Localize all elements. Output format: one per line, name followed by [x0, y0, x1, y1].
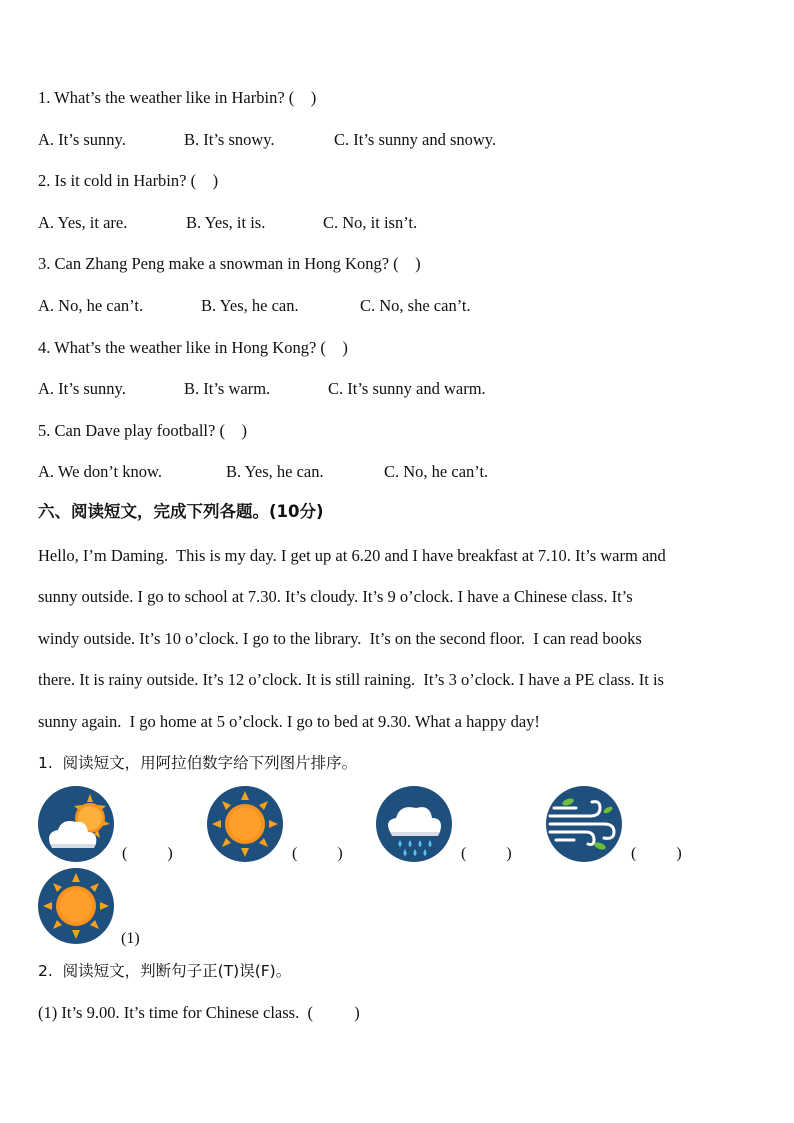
q1-option-c: C. It’s sunny and snowy. [334, 130, 497, 149]
question-5: 5. Can Dave play football? ( ) [38, 421, 247, 440]
question-2: 2. Is it cold in Harbin? ( ) [38, 171, 219, 190]
sun-cloud-icon [38, 786, 114, 862]
q4-option-b: B. It’s warm. [184, 379, 271, 398]
q4-option-a: A. It’s sunny. [38, 379, 126, 398]
picture-4-answer[interactable]: ( ) [631, 845, 682, 862]
q3-option-a: A. No, he can’t. [38, 296, 144, 315]
task-2-instruction: 2. 阅读短文，判断句子正(T)误(F)。 [38, 962, 292, 980]
task-2-item-1: (1) It’s 9.00. It’s time for Chinese class. ( ) [38, 1003, 360, 1022]
question-3: 3. Can Zhang Peng make a snowman in Hong Kong? ( ) [38, 254, 421, 273]
picture-1-answer[interactable]: ( ) [122, 845, 173, 862]
question-1: 1. What’s the weather like in Harbin? ( ) [38, 88, 317, 107]
sun-icon [38, 868, 114, 944]
task-1-instruction: 1. 阅读短文，用阿拉伯数字给下列图片排序。 [38, 754, 358, 772]
sun-icon [207, 786, 283, 862]
q2-option-a: A. Yes, it are. [38, 213, 128, 232]
q1-option-b: B. It’s snowy. [184, 130, 275, 149]
wind-icon [546, 786, 622, 862]
q2-option-c: C. No, it isn’t. [323, 213, 418, 232]
rain-cloud-icon [376, 786, 452, 862]
q3-option-b: B. Yes, he can. [201, 296, 299, 315]
q5-option-a: A. We don’t know. [38, 462, 162, 481]
q4-option-c: C. It’s sunny and warm. [328, 379, 486, 398]
section-6-heading: 六、阅读短文，完成下列各题。(10分) [38, 502, 324, 521]
q5-option-c: C. No, he can’t. [384, 462, 489, 481]
q2-option-b: B. Yes, it is. [186, 213, 266, 232]
q5-option-b: B. Yes, he can. [226, 462, 324, 481]
passage-line-2: sunny outside. I go to school at 7.30. It’s cloudy. It’s 9 o’clock. I have a Chinese class. It’s [38, 587, 633, 606]
q3-option-c: C. No, she can’t. [360, 296, 471, 315]
question-4: 4. What’s the weather like in Hong Kong? ( ) [38, 338, 348, 357]
passage-line-3: windy outside. It’s 10 o’clock. I go to the library. It’s on the second floor. I can read books [38, 629, 642, 648]
picture-5-answer: (1) [121, 930, 140, 947]
passage-line-1: Hello, I’m Daming. This is my day. I get up at 6.20 and I have breakfast at 7.10. It’s warm and [38, 546, 666, 565]
picture-2-answer[interactable]: ( ) [292, 845, 343, 862]
q1-option-a: A. It’s sunny. [38, 130, 126, 149]
passage-line-5: sunny again. I go home at 5 o’clock. I go to bed at 9.30. What a happy day! [38, 712, 540, 731]
picture-3-answer[interactable]: ( ) [461, 845, 512, 862]
passage-line-4: there. It is rainy outside. It’s 12 o’clock. It is still raining. It’s 3 o’clock. I have a PE class. It is [38, 670, 664, 689]
